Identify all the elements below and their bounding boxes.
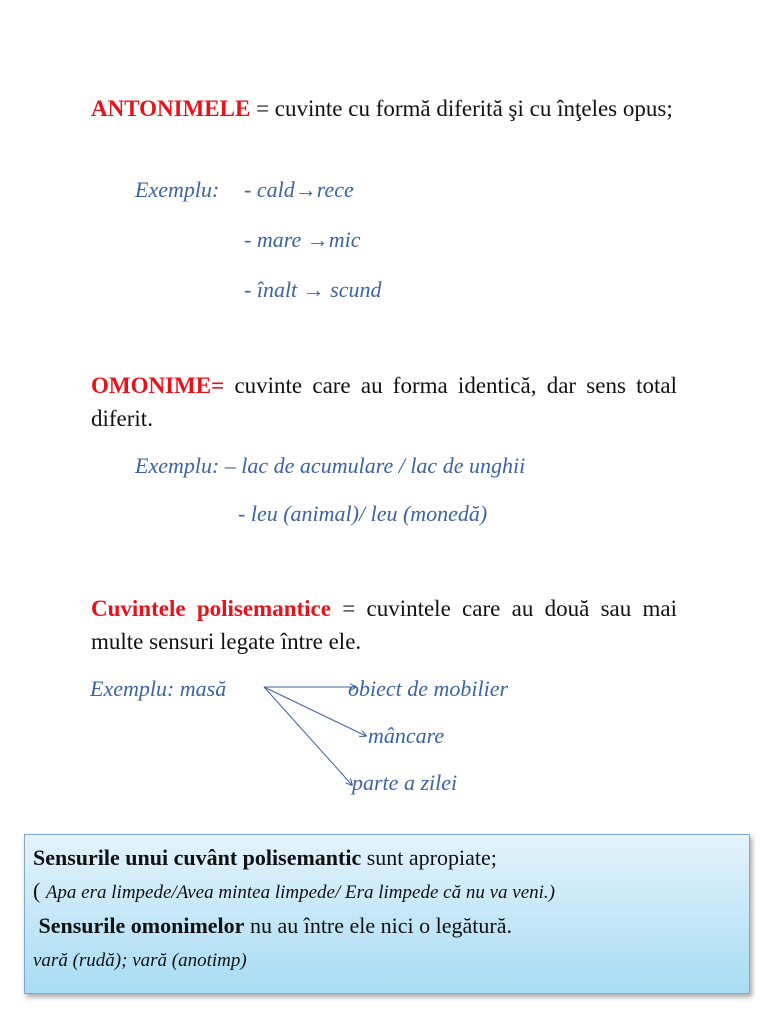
omonime-example-1: Exemplu: – lac de acumulare / lac de unghii <box>135 453 526 478</box>
note-line-3-rest: nu au între ele nici o legătură. <box>244 913 512 938</box>
sense-2: mâncare <box>368 723 445 748</box>
note-line-3-bold: Sensurile omonimelor <box>38 913 245 938</box>
arrow-sense-3 <box>264 687 352 785</box>
omonime-definition-text: cuvinte care au forma identică, dar sens total diferit. <box>91 373 677 431</box>
antonime-example-3: - înalt → scund <box>244 277 382 302</box>
omonime-term: OMONIME= <box>91 373 225 398</box>
antonime-term: ANTONIMELE <box>91 96 251 121</box>
polisemantice-example-label: Exemplu: masă <box>90 676 227 701</box>
note-line-4-italic: vară (rudă); vară (anotimp) <box>33 950 247 971</box>
note-line-1 <box>33 841 741 874</box>
sense-1: obiect de mobilier <box>348 676 509 701</box>
note-line-3 <box>33 909 741 942</box>
polisemantice-definition-text: = cuvintele care au două sau mai multe sensuri legate între ele. <box>91 596 677 654</box>
polisemantice-term: Cuvintele polisemantice <box>91 596 331 621</box>
antonime-definition-text: = cuvinte cu formă diferită şi cu înţeles opus; <box>250 96 673 121</box>
omonime-example-2: - leu (animal)/ leu (monedă) <box>238 501 488 526</box>
note-line-4 <box>33 942 741 977</box>
sense-3: parte a zilei <box>352 770 458 795</box>
note-line-2 <box>33 874 741 909</box>
note-box <box>24 834 750 994</box>
note-line-1-rest: sunt apropiate; <box>361 845 497 870</box>
note-line-2-paren: ( <box>33 878 46 903</box>
antonime-example-2: - mare →mic <box>244 227 361 252</box>
antonime-example-label: Exemplu: <box>135 177 220 202</box>
antonime-example-1: - cald→rece <box>244 177 354 202</box>
note-line-2-italic: Apa era limpede/Avea mintea limpede/ Era limpede că nu va veni.) <box>45 882 555 903</box>
note-line-1-bold: Sensurile unui cuvânt polisemantic <box>33 845 362 870</box>
